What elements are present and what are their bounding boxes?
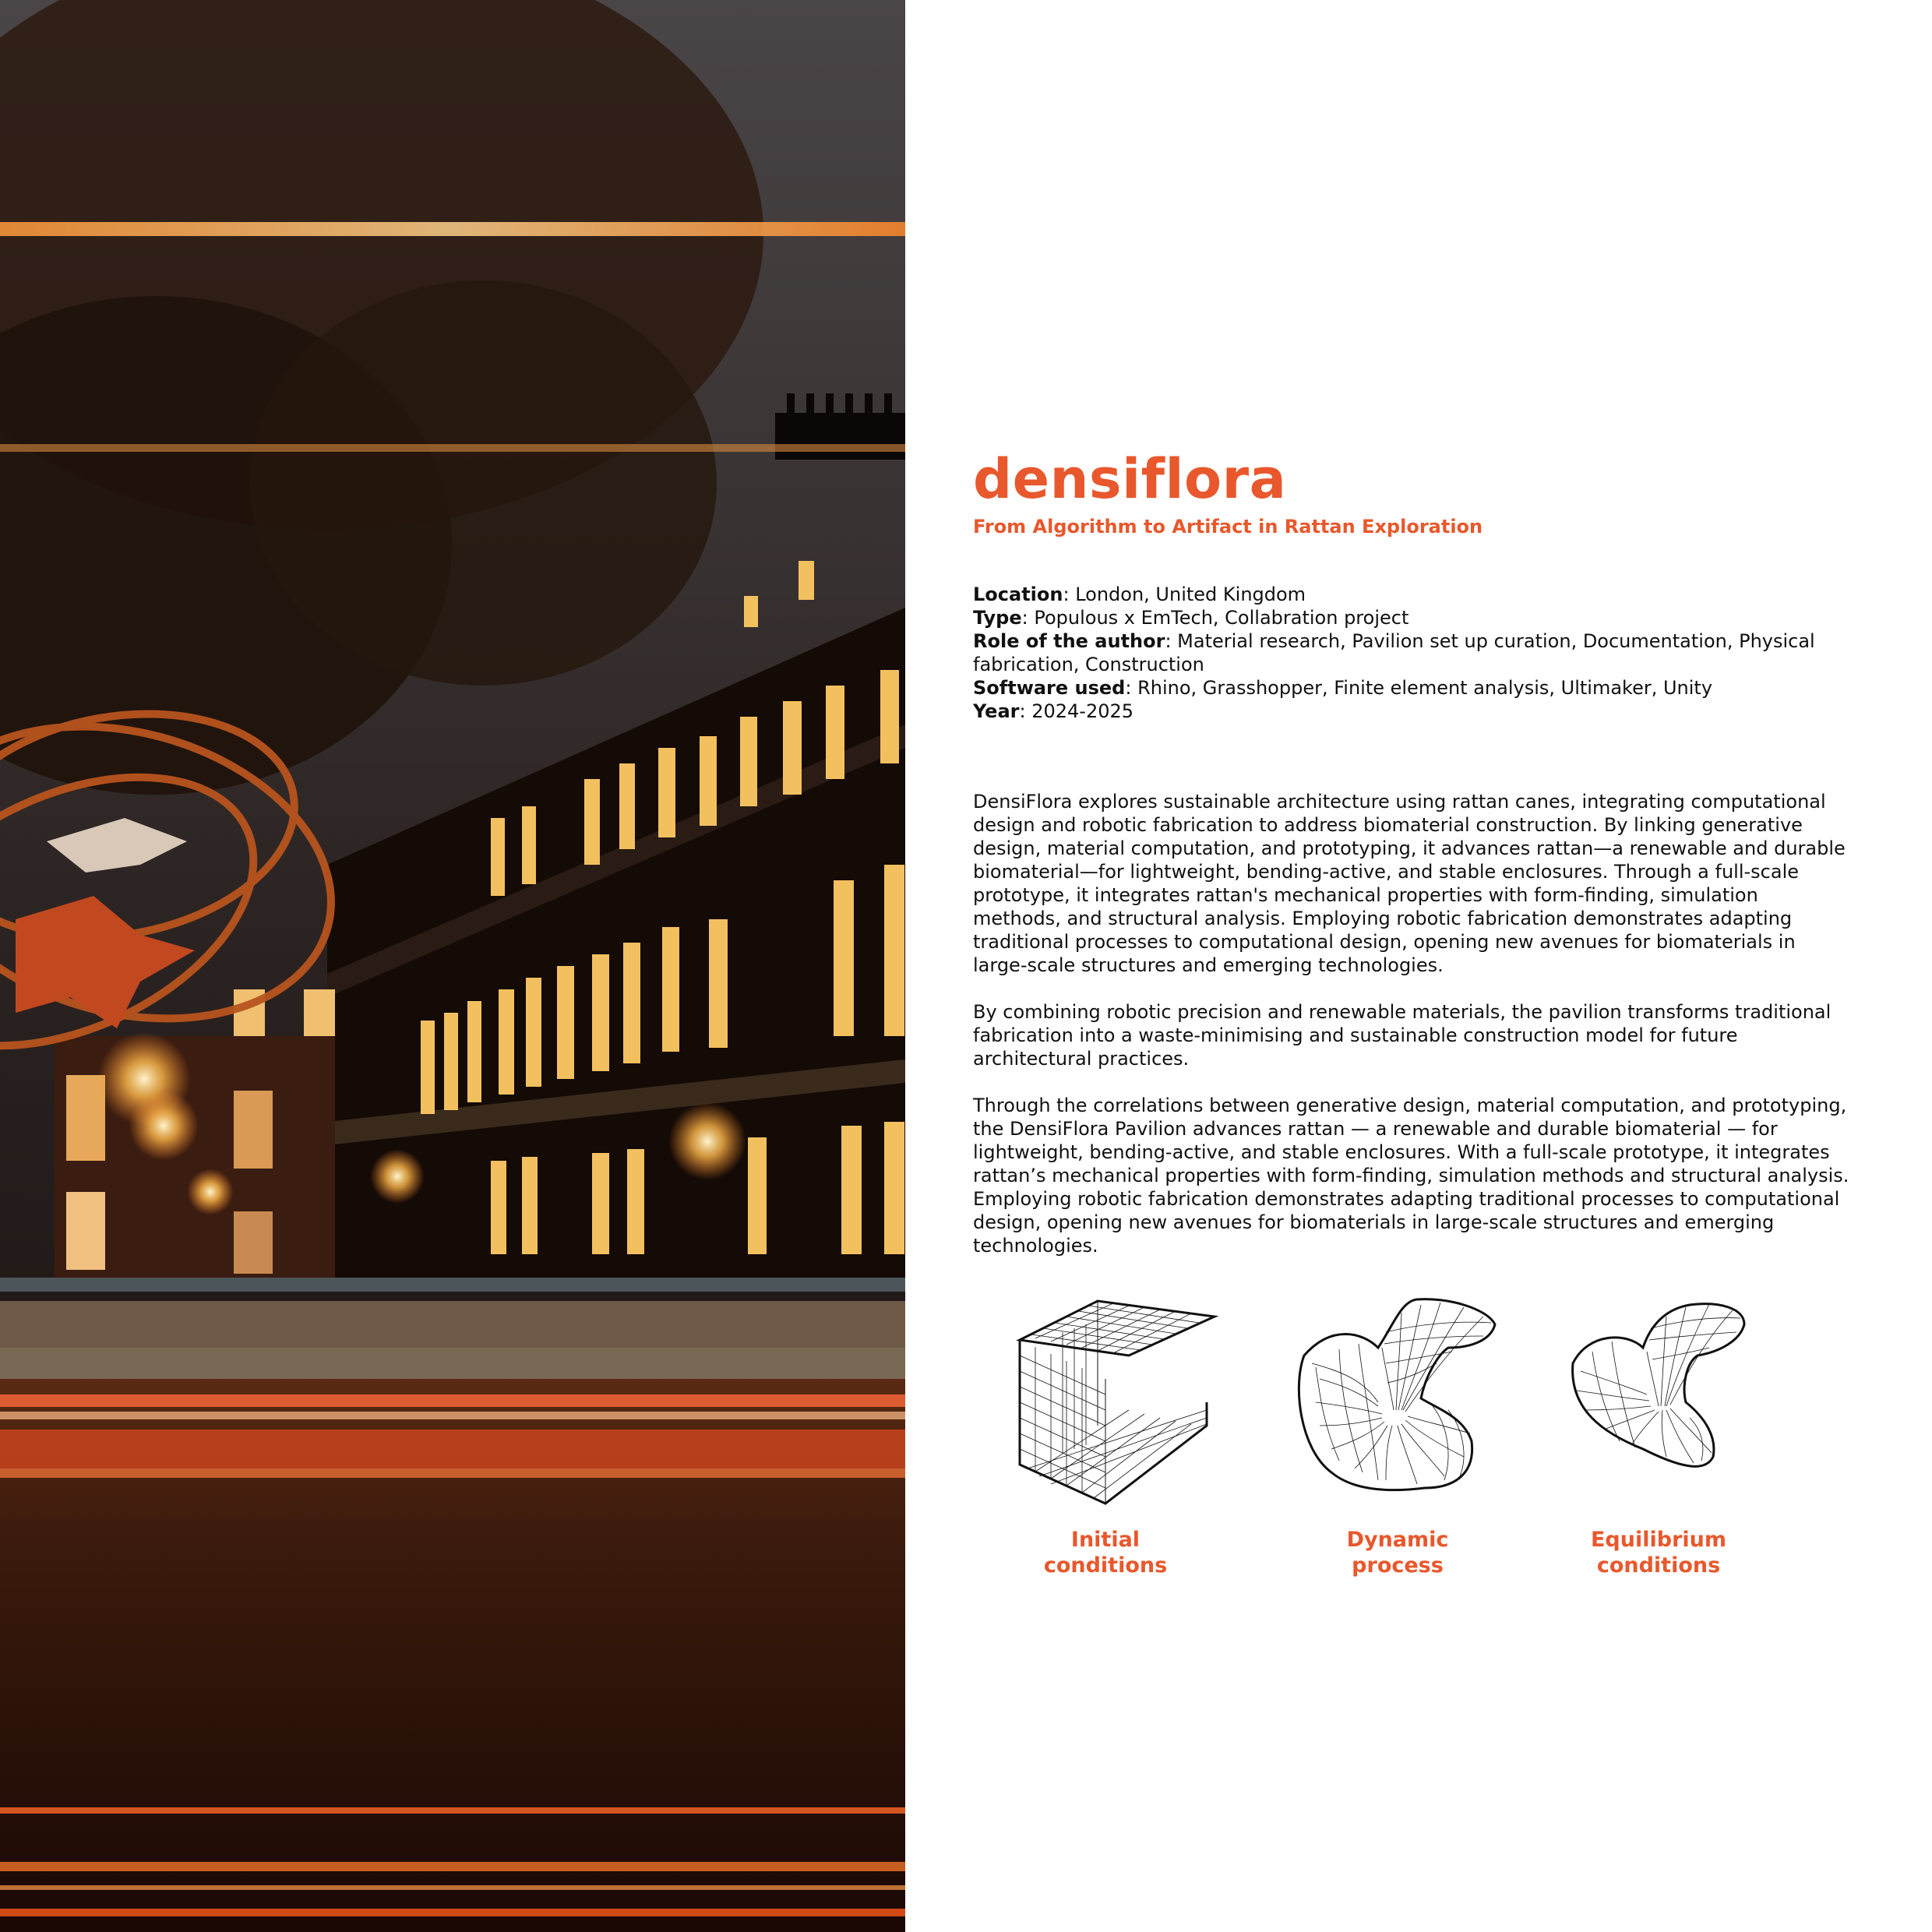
saddle-surface-icon <box>1285 1293 1511 1527</box>
description-paragraph: By combining robotic precision and renewable materials, the pavilion transforms traditional fabrication into a waste-minimising and sustainable construction model for future architectural practices. <box>973 1001 1832 1070</box>
description-paragraph: DensiFlora explores sustainable architecture using rattan canes, integrating computational design and robotic fabrication to address biomaterial construction. By linking generative design, material computation, and prototyping, it advances rattan—a renewable and durable biomaterial—for lightweight, bending-active, and stable enclosures. Through a full-scale prototype, it integrates rattan's mechanical properties with form-finding, simulation methods, and structural analysis. Employing robotic fabrication demonstrates adapting traditional processes to computational design, opening new avenues for biomaterials in large-scale structures and emerging technologies. <box>973 791 1846 976</box>
project-description <box>973 790 1849 1257</box>
diagram-label-equilibrium: Equilibrium conditions <box>1590 1528 1726 1578</box>
project-info-panel <box>973 447 1849 1281</box>
diagram-label-initial: Initial conditions <box>1043 1528 1168 1578</box>
meta-year: Year: 2024-2025 <box>973 700 1134 722</box>
meta-role: Role of the author: Material research, Pavilion set up curation, Documentation, Physical fabrication, Construction <box>973 630 1815 675</box>
grid-box-icon <box>973 1293 1238 1527</box>
diagram-dynamic <box>1285 1293 1511 1578</box>
meta-location: Location: London, United Kingdom <box>973 583 1306 605</box>
meta-type: Type: Populous x EmTech, Collabration project <box>973 607 1409 629</box>
meta-software: Software used: Rhino, Grasshopper, Finite element analysis, Ultimaker, Unity <box>973 677 1713 699</box>
diagram-equilibrium <box>1557 1293 1760 1578</box>
diagram-label-dynamic: Dynamic process <box>1346 1528 1449 1578</box>
description-paragraph: Through the correlations between generative design, material computation, and prototyping, the DensiFlora Pavilion advances rattan — a renewable and durable biomaterial — for lightweight, bending-active, and stable enclosures. With a full-scale prototype, it integrates rattan’s mechanical properties with form-finding, simulation methods and structural analysis. Employing robotic fabrication demonstrates adapting traditional processes to computational design, opening new avenues for biomaterials in large-scale structures and emerging technologies. <box>973 1095 1849 1257</box>
project-title: densiflora <box>973 447 1287 511</box>
project-subtitle: From Algorithm to Artifact in Rattan Exploration <box>973 516 1483 538</box>
diagram-initial <box>973 1293 1238 1578</box>
hyperbolic-surface-icon <box>1557 1293 1760 1527</box>
form-finding-diagrams <box>973 1293 1849 1605</box>
night-street-photo <box>0 0 905 1932</box>
project-meta <box>973 583 1849 723</box>
hero-photo <box>0 0 905 1932</box>
